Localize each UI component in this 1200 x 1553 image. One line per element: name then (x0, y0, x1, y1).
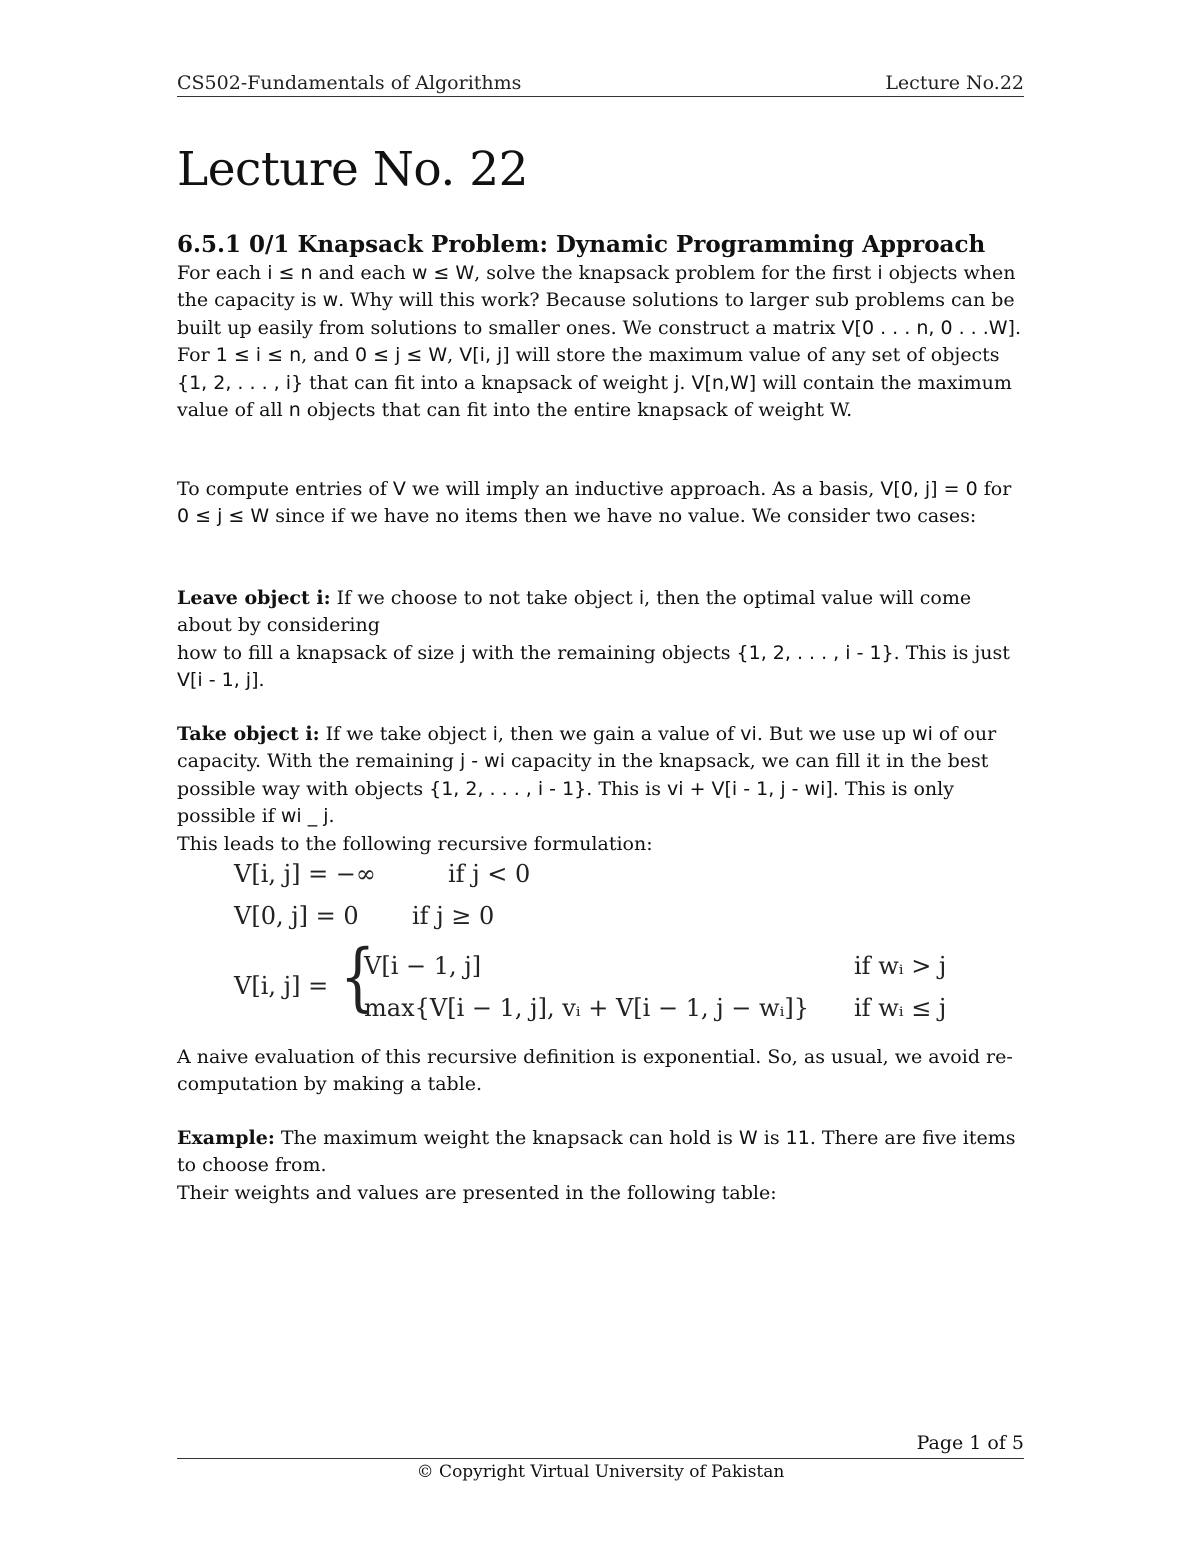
page-number: Page 1 of 5 (916, 1432, 1024, 1454)
formula-line-2-lhs: V[0, j] = 0 (234, 902, 359, 930)
paragraph-recursive-intro: This leads to the following recursive formulation: (177, 833, 653, 855)
paragraph-take-object: Take object i: If we take object i, then we gain a value of vi. But we use up wi of our capacity. With the remaining j - wi capacity in the knapsack, we can fill it in the best possible way with objects {1, 2, . . . , i - 1}. This is vi + V[i - 1, j - wi]. This is only possible if wi _ j. (177, 723, 997, 828)
paragraph-intro: For each i ≤ n and each w ≤ W, solve the knapsack problem for the first i objects when the capacity is w. Why will this work? Because solutions to larger sub problems can be built up easily from solutions to smaller ones. We construct a matrix V[0 . . . n, 0 . . .W]. For 1 ≤ i ≤ n, and 0 ≤ j ≤ W, V[i, j] will store the maximum value of any set of objects {1, 2, . . . , i} that can fit into a knapsack of weight j. V[n,W] will contain the maximum value of all n objects that can fit into the entire knapsack of weight W. (177, 262, 1022, 422)
formula-line-1-lhs: V[i, j] = −∞ (234, 860, 376, 888)
course-title: CS502-Fundamentals of Algorithms (177, 72, 522, 94)
page-title: Lecture No. 22 (177, 142, 529, 197)
formula-case-2-cond: if wᵢ ≤ j (854, 994, 947, 1022)
formula-case-2-expr: max{V[i − 1, j], vᵢ + V[i − 1, j − wᵢ]} (364, 994, 810, 1022)
copyright-notice: © Copyright Virtual University of Pakistan (416, 1462, 785, 1482)
formula-line-3-lhs: V[i, j] = (234, 972, 329, 1000)
leave-object-label: Leave object i: (177, 587, 331, 609)
paragraph-leave-object: Leave object i: If we choose to not take object i, then the optimal value will come about by considering how to fill a knapsack of size j with the remaining objects {1, 2, . . . , i - 1}. This is just V[i - 1, j]. (177, 587, 1010, 692)
recursive-formula (232, 860, 1024, 1030)
formula-case-1-expr: V[i − 1, j] (364, 952, 482, 980)
cases-brace: { (340, 934, 376, 1020)
section-title: 6.5.1 0/1 Knapsack Problem: Dynamic Programming Approach (177, 231, 986, 258)
formula-case-1-cond: if wᵢ > j (854, 952, 947, 980)
example-label: Example: (177, 1127, 275, 1149)
lecture-number: Lecture No.22 (885, 72, 1024, 94)
paragraph-basis: To compute entries of V we will imply an inductive approach. As a basis, V[0, j] = 0 for 0 ≤ j ≤ W since if we have no items then we have no value. We consider two cases: (177, 478, 1012, 528)
footer-divider (177, 1458, 1024, 1459)
formula-line-1-cond: if j < 0 (448, 860, 531, 888)
formula-line-2-cond: if j ≥ 0 (412, 902, 495, 930)
paragraph-naive-evaluation: A naive evaluation of this recursive definition is exponential. So, as usual, we avoid re-computation by making a table. (177, 1046, 1013, 1096)
paragraph-example: Example: The maximum weight the knapsack can hold is W is 11. There are five items to choose from. Their weights and values are presented in the following table: (177, 1127, 1016, 1204)
page-header (177, 72, 1024, 97)
take-object-label: Take object i: (177, 723, 320, 745)
